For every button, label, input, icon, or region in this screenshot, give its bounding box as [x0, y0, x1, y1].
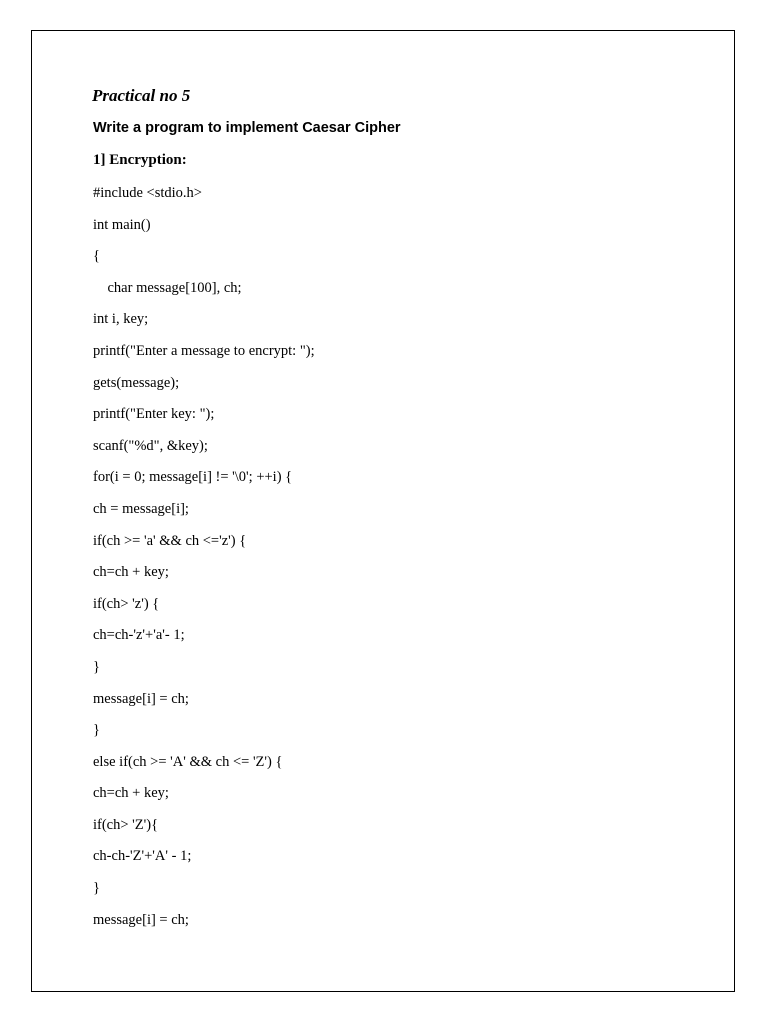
code-line: ch=ch + key;	[93, 785, 169, 802]
code-listing	[93, 183, 315, 941]
section-heading: 1] Encryption:	[93, 152, 187, 168]
code-line: else if(ch >= 'A' && ch <= 'Z') {	[93, 753, 283, 770]
code-line: ch=ch + key;	[93, 564, 169, 581]
code-line: }	[93, 658, 100, 675]
code-line: message[i] = ch;	[93, 690, 189, 707]
code-line: }	[93, 880, 100, 897]
code-line: if(ch> 'Z'){	[93, 816, 159, 833]
code-line: int main()	[93, 216, 151, 233]
code-line: if(ch> 'z') {	[93, 595, 160, 612]
code-line: message[i] = ch;	[93, 911, 189, 928]
code-line: int i, key;	[93, 311, 149, 328]
code-line: ch=ch-'z'+'a'- 1;	[93, 627, 185, 644]
practical-title: Practical no 5	[92, 86, 191, 105]
code-line: #include <stdio.h>	[93, 185, 202, 201]
code-line: gets(message);	[93, 374, 180, 391]
code-line: ch = message[i];	[93, 500, 189, 517]
code-line: if(ch >= 'a' && ch <='z') {	[93, 532, 247, 549]
code-line: char message[100], ch;	[93, 279, 242, 296]
code-line: printf("Enter a message to encrypt: ");	[93, 342, 315, 359]
code-line: }	[93, 722, 100, 739]
code-line: printf("Enter key: ");	[93, 406, 215, 423]
code-line: for(i = 0; message[i] != '\0'; ++i) {	[93, 469, 293, 486]
code-line: scanf("%d", &key);	[93, 437, 208, 454]
code-line: {	[93, 248, 100, 265]
assignment-statement: Write a program to implement Caesar Cipher	[93, 120, 401, 136]
code-line: ch-ch-'Z'+'A' - 1;	[93, 848, 192, 865]
